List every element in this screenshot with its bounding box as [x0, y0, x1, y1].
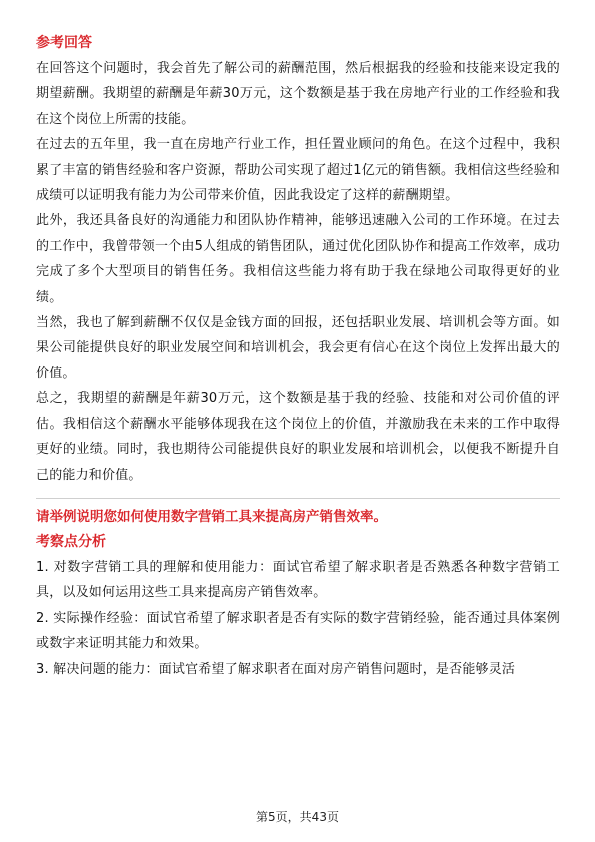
answer-paragraph-3: 此外，我还具备良好的沟通能力和团队协作精神，能够迅速融入公司的工作环境。在过去的工作中，我曾带领一个由5人组成的销售团队，通过优化团队协作和提高工作效率，成功完成了多个大型项目的销售任务。我相信这些能力将有助于我在绿地公司取得更好的业绩。 — [36, 213, 560, 305]
answer-paragraph-2: 在过去的五年里，我一直在房地产行业工作，担任置业顾问的角色。在这个过程中，我积累了丰富的销售经验和客户资源，帮助公司实现了超过1亿元的销售额。我相信这些经验和成绩可以证明我有能力为公司带来价值，因此我设定了这样的薪酬期望。 — [36, 137, 560, 204]
answer-paragraph-4: 当然，我也了解到薪酬不仅仅是金钱方面的回报，还包括职业发展、培训机会等方面。如果公司能提供良好的职业发展空间和培训机会，我会更有信心在这个岗位上发挥出最大的价值。 — [36, 315, 560, 381]
section-divider — [36, 498, 560, 499]
answer-heading: 参考回答 — [36, 35, 92, 51]
analysis-item-2: 2. 实际操作经验：面试官希望了解求职者是否有实际的数字营销经验，能否通过具体案例或数字来证明其能力和效果。 — [36, 610, 560, 652]
analysis-heading: 考察点分析 — [36, 533, 106, 550]
page-content — [36, 32, 560, 682]
answer-paragraph-1: 在回答这个问题时，我会首先了解公司的薪酬范围，然后根据我的经验和技能来设定我的期望薪酬。我期望的薪酬是年薪30万元，这个数额是基于我在房地产行业的工作经验和我在这个岗位上所需的技能。 — [36, 61, 560, 127]
analysis-item-1: 1. 对数字营销工具的理解和使用能力：面试官希望了解求职者是否熟悉各种数字营销工具，以及如何运用这些工具来提高房产销售效率。 — [36, 559, 560, 601]
answer-paragraph-5: 总之，我期望的薪酬是年薪30万元，这个数额是基于我的经验、技能和对公司价值的评估。我相信这个薪酬水平能够体现我在这个岗位上的价值，并激励我在未来的工作中取得更好的业绩。同时，我也期待公司能提供良好的职业发展和培训机会，以便我不断提升自己的能力和价值。 — [36, 391, 560, 483]
page-footer: 第5页，共43页 — [256, 810, 339, 824]
analysis-item-3: 3. 解决问题的能力：面试官希望了解求职者在面对房产销售问题时，是否能够灵活 — [36, 661, 516, 677]
question-title: 请举例说明您如何使用数字营销工具来提高房产销售效率。 — [36, 508, 387, 525]
